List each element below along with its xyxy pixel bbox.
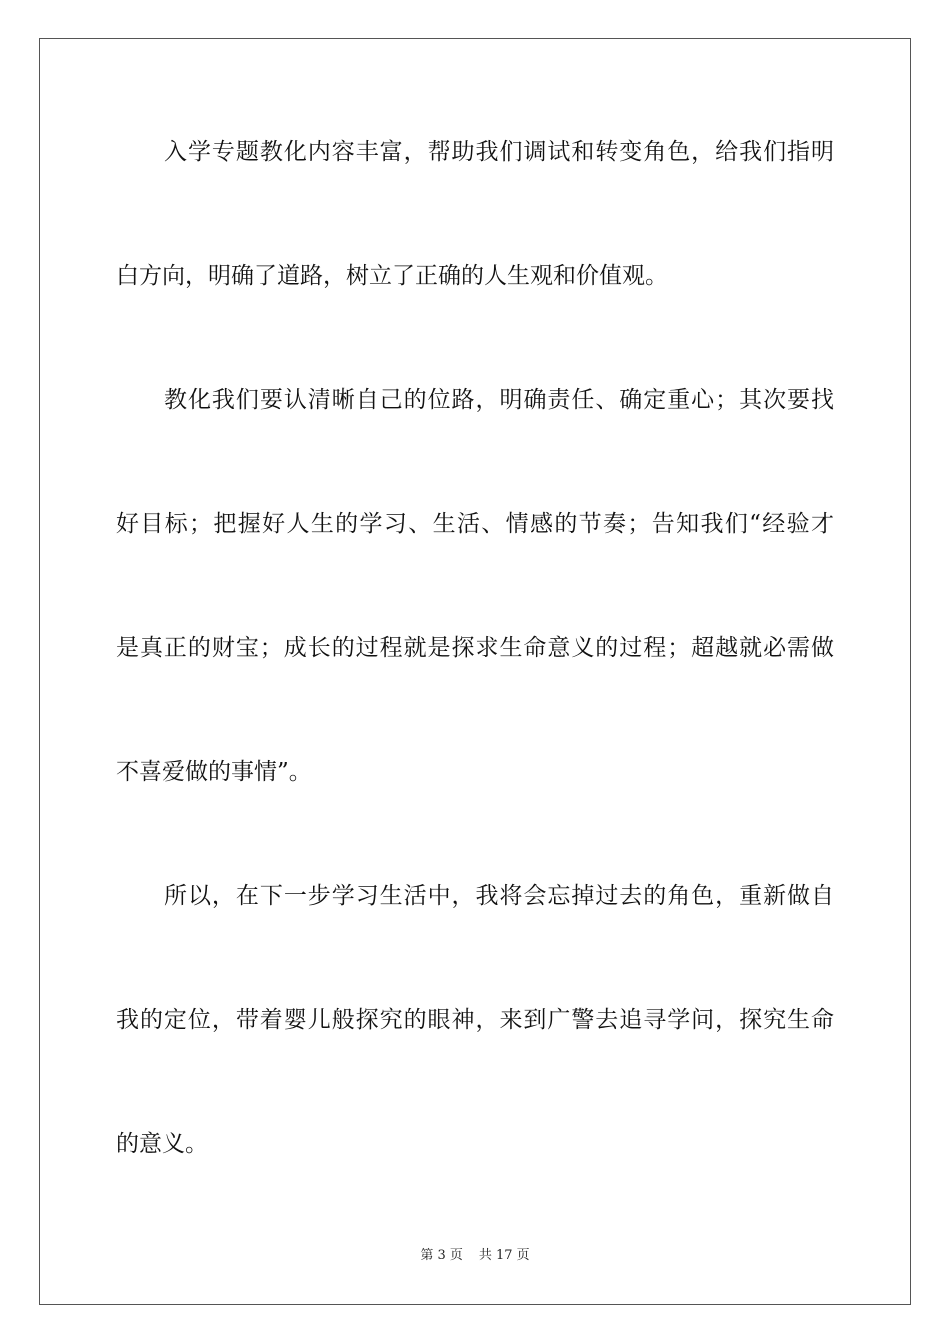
paragraph-1-line-1: 入学专题教化内容丰富，帮助我们调试和转变角色，给我们指明: [164, 139, 834, 165]
paragraph-2-line-1: 教化我们要认清晰自己的位路，明确责任、确定重心；其次要找: [164, 387, 834, 413]
page-number: 第 3 页: [420, 1248, 463, 1263]
paragraph-1-line-2: 白方向，明确了道路，树立了正确的人生观和价值观。: [116, 263, 668, 289]
paragraph-3-line-2: 我的定位，带着婴儿般探究的眼神，来到广警去追寻学问，探究生命: [116, 1007, 834, 1033]
paragraph-2-line-4: 不喜爱做的事情”。: [116, 759, 312, 785]
paragraph-3-line-3: 的意义。: [116, 1131, 208, 1157]
paragraph-2-line-2: 好目标；把握好人生的学习、生活、情感的节奏；告知我们“经验才: [116, 511, 834, 537]
paragraph-2-line-3: 是真正的财宝；成长的过程就是探求生命意义的过程；超越就必需做: [116, 635, 834, 661]
page-frame: [39, 38, 911, 1305]
paragraph-3-line-1: 所以，在下一步学习生活中，我将会忘掉过去的角色，重新做自: [164, 883, 834, 909]
page-footer: [0, 1248, 950, 1264]
page-total: 共 17 页: [478, 1248, 530, 1263]
